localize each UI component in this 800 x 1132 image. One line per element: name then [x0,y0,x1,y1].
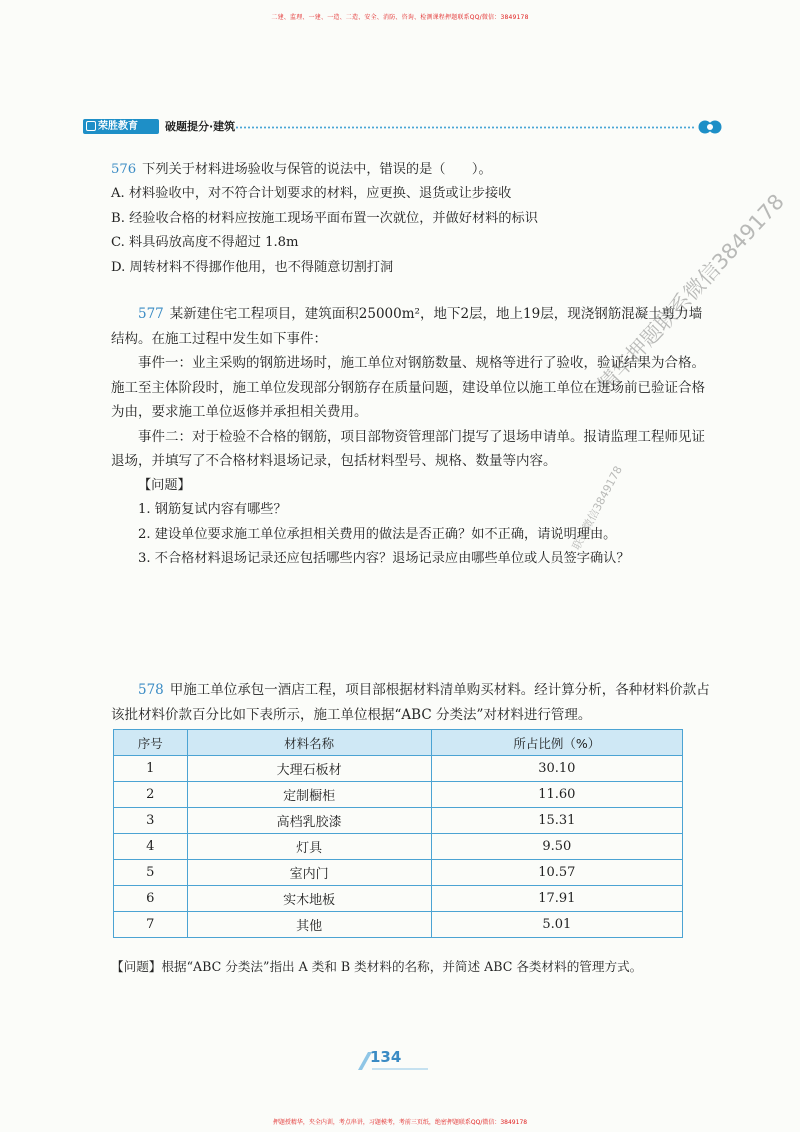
table-row: 6 实木地板 17.91 [114,886,683,912]
question-item: 2. 建设单位要求施工单位承担相关费用的做法是否正确？如不正确，请说明理由。 [138,526,617,542]
question-stem: 576 下列关于材料进场验收与保管的说法中，错误的是（ ）。 [111,162,492,177]
question-number: 578 [138,682,164,698]
logo-icon [86,121,96,131]
question-number: 576 [111,162,137,177]
question-576 [111,158,711,183]
brand-name: 荣胜教育 [98,121,138,132]
page-header [83,118,723,136]
table-row: 1 大理石板材 30.10 [114,756,683,782]
column-header-ratio: 所占比例（%） [431,730,682,756]
option-c: C. 料具码放高度不得超过 1.8m [111,235,299,250]
question-stem: 577 某新建住宅工程项目，建筑面积25000m²，地下2层，地上19层，现浇钢筋混凝土剪力墙结构。在施工过程中发生如下事件： [111,306,703,347]
question-text: 【问题】根据“ABC 分类法”指出 A 类和 B 类材料的名称，并简述 ABC 各类材料的管理方式。 [111,959,643,974]
header-dotted-rule [235,126,695,129]
table-row: 3 高档乳胶漆 15.31 [114,808,683,834]
question-item: 3. 不合格材料退场记录还应包括哪些内容？退场记录应由哪些单位或人员签字确认？ [138,551,630,566]
table-row: 7 其他 5.01 [114,912,683,938]
page-number: 134 [370,1048,402,1066]
header-title: 破题提分·建筑 [165,120,236,133]
material-ratio-table [113,729,683,938]
table-row: 2 定制橱柜 11.60 [114,782,683,808]
question-577 [111,302,711,572]
header-ornament-icon [697,119,723,135]
watermark-large: 精华押题联系微信3849178 [592,189,789,398]
column-header-index: 序号 [114,730,188,756]
question-578-ask [111,955,731,980]
column-header-material: 材料名称 [187,730,431,756]
event-two: 事件二：对于检验不合格的钢筋，项目部物资管理部门提写了退场申请单。报请监理工程师见证退场，并填写了不合格材料退场记录，包括材料型号、规格、数量等内容。 [111,428,705,469]
question-number: 577 [138,306,164,322]
bottom-banner: 押题授精华，夹全内训，考点串讲，习题模考，考前三页纸，绝密押题联系QQ/微信：3849178 [272,1119,528,1126]
event-one: 事件一：业主采购的钢筋进场时，施工单位对钢筋数量、规格等进行了验收，验证结果为合格。施工至主体阶段时，施工单位发现部分钢筋存在质量问题，建设单位以施工单位在进场前已验证合格为由，要求施工单位返修并承担相关费用。 [111,355,705,420]
question-578 [111,678,711,727]
option-a: A. 材料验收中，对不符合计划要求的材料，应更换、退货或让步接收 [111,186,512,201]
question-stem: 578 甲施工单位承包一酒店工程，项目部根据材料清单购买材料。经计算分析，各种材料价款占该批材料价款百分比如下表所示，施工单位根据“ABC 分类法”对材料进行管理。 [111,682,710,723]
question-item: 1. 钢筋复试内容有哪些？ [138,502,287,517]
table-header-row [114,730,683,756]
option-d: D. 周转材料不得挪作他用，也不得随意切割打洞 [111,259,394,275]
top-banner: 二建、监理、一建、一造、二造、安全、消防、咨询、检测课程押题联系QQ/微信：3849178 [271,14,529,21]
option-b: B. 经验收合格的材料应按施工现场平面布置一次就位，并做好材料的标识 [111,210,538,226]
brand-logo [83,119,159,134]
watermark-small: 联系微信3849178 [569,463,625,553]
question-576-options [111,182,711,280]
table-row: 4 灯具 9.50 [114,834,683,860]
table-row: 5 室内门 10.57 [114,860,683,886]
questions-label: 【问题】 [138,477,191,493]
